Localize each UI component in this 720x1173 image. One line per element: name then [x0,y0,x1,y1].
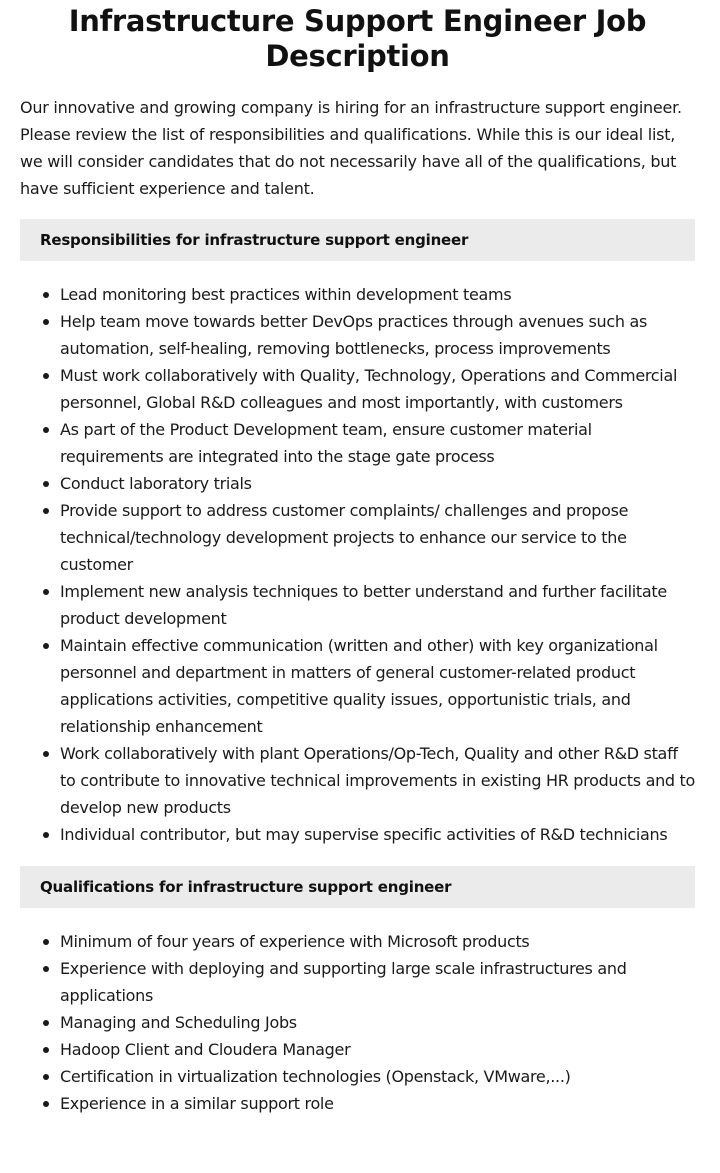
list-item: Provide support to address customer complaints/ challenges and propose technical/technology development projects to enhance our service to the customer [60,497,695,578]
responsibilities-list [20,281,695,848]
list-item: Certification in virtualization technologies (Openstack, VMware,...) [60,1063,695,1090]
qualifications-list [20,928,695,1117]
list-item: Minimum of four years of experience with Microsoft products [60,928,695,955]
list-item: Hadoop Client and Cloudera Manager [60,1036,695,1063]
list-item: Lead monitoring best practices within development teams [60,281,695,308]
list-item: Managing and Scheduling Jobs [60,1009,695,1036]
list-item: As part of the Product Development team, ensure customer material requirements are integrated into the stage gate process [60,416,695,470]
list-item: Maintain effective communication (written and other) with key organizational personnel and department in matters of general customer-related product applications activities, competitive quality issues, opportunistic trials, and relationship enhancement [60,632,695,740]
list-item: Individual contributor, but may supervise specific activities of R&D technicians [60,821,695,848]
list-item: Help team move towards better DevOps practices through avenues such as automation, self-healing, removing bottlenecks, process improvements [60,308,695,362]
page-title: Infrastructure Support Engineer Job Description [68,4,647,73]
list-item: Experience in a similar support role [60,1090,695,1117]
list-item: Conduct laboratory trials [60,470,695,497]
qualifications-heading: Qualifications for infrastructure support engineer [20,866,695,908]
list-item: Work collaboratively with plant Operations/Op-Tech, Quality and other R&D staff to contribute to innovative technical improvements in existing HR products and to develop new products [60,740,695,821]
list-item: Must work collaboratively with Quality, Technology, Operations and Commercial personnel, Global R&D colleagues and most importantly, with customers [60,362,695,416]
responsibilities-heading: Responsibilities for infrastructure support engineer [20,219,695,261]
list-item: Implement new analysis techniques to better understand and further facilitate product development [60,578,695,632]
intro-paragraph: Our innovative and growing company is hiring for an infrastructure support engineer. Please review the list of responsibilities and qualifications. While this is our ideal list, we will consider candidates that do not necessarily have all of the qualifications, but have sufficient experience and talent. [20,98,682,198]
list-item: Experience with deploying and supporting large scale infrastructures and applications [60,955,695,1009]
